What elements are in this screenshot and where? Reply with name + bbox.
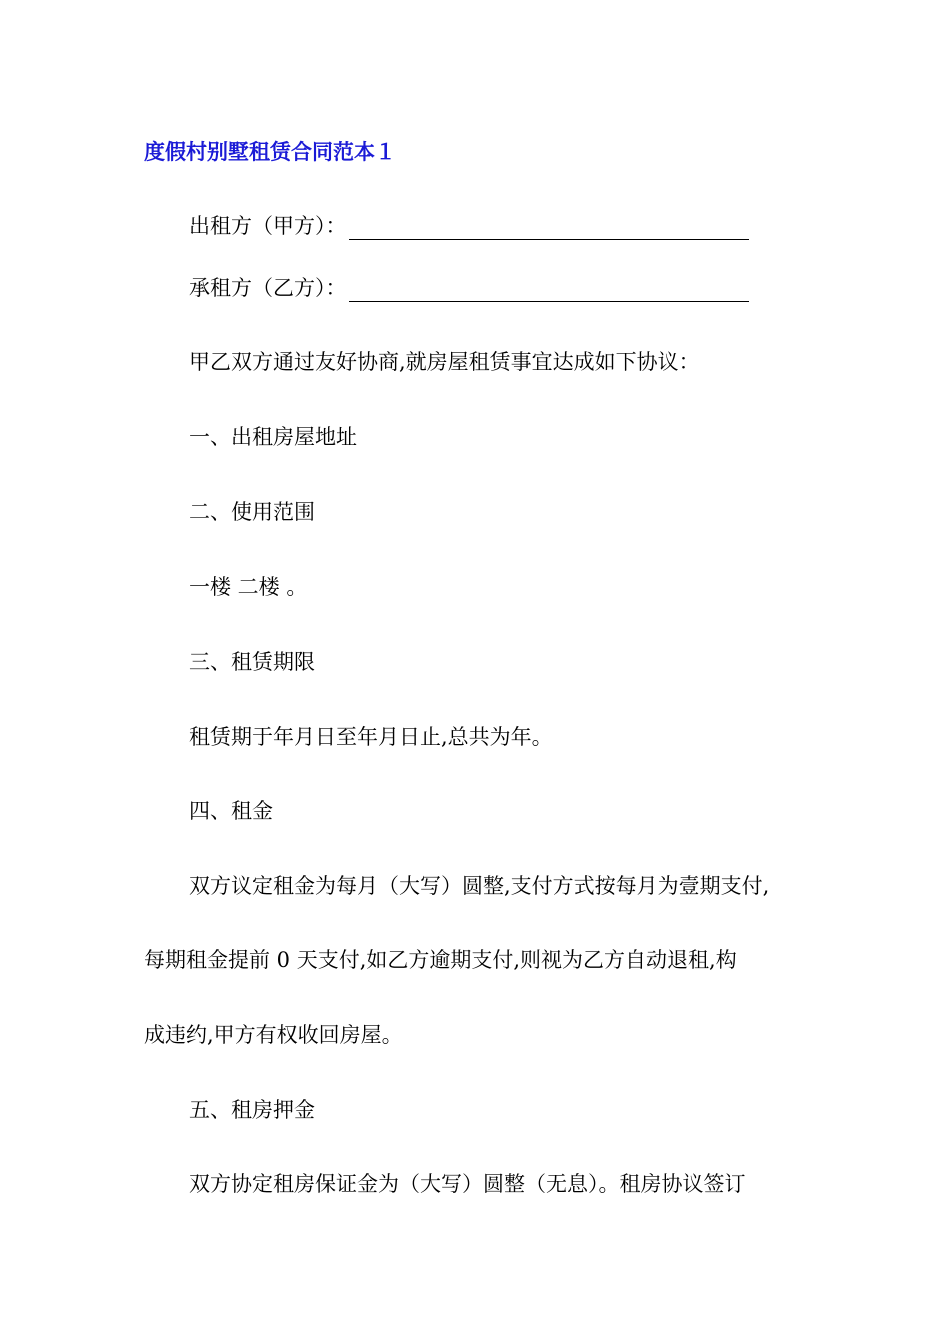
intro-paragraph: 甲乙双方通过友好协商,就房屋租赁事宜达成如下协议： [189, 350, 700, 374]
section5-body-line1: 双方协定租房保证金为（大写）圆整（无息）。租房协议签订 [189, 1172, 746, 1196]
section4-body-line2: 每期租金提前 0 天支付,如乙方逾期支付,则视为乙方自动退租,构 [144, 948, 737, 972]
lessor-label: 出租方（甲方）： [189, 214, 347, 238]
section1-heading: 一、出租房屋地址 [189, 425, 357, 449]
document-title: 度假村别墅租赁合同范本１ [144, 139, 396, 164]
section5-heading: 五、租房押金 [189, 1098, 315, 1122]
section4-body-line1: 双方议定租金为每月（大写）圆整,支付方式按每月为壹期支付, [189, 874, 770, 898]
section3-heading: 三、租赁期限 [189, 650, 315, 674]
lessor-blank-line [349, 219, 749, 240]
lessee-label: 承租方（乙方）： [189, 276, 347, 300]
lessee-field [189, 274, 749, 302]
section4-heading: 四、租金 [189, 799, 273, 823]
lessee-blank-line [349, 281, 749, 302]
lessor-field [189, 212, 749, 240]
section3-body: 租赁期于年月日至年月日止,总共为年。 [189, 725, 553, 749]
section2-heading: 二、使用范围 [189, 500, 315, 524]
section2-body: 一楼 二楼 。 [189, 575, 308, 599]
section4-body-line3: 成违约,甲方有权收回房屋。 [144, 1023, 403, 1047]
